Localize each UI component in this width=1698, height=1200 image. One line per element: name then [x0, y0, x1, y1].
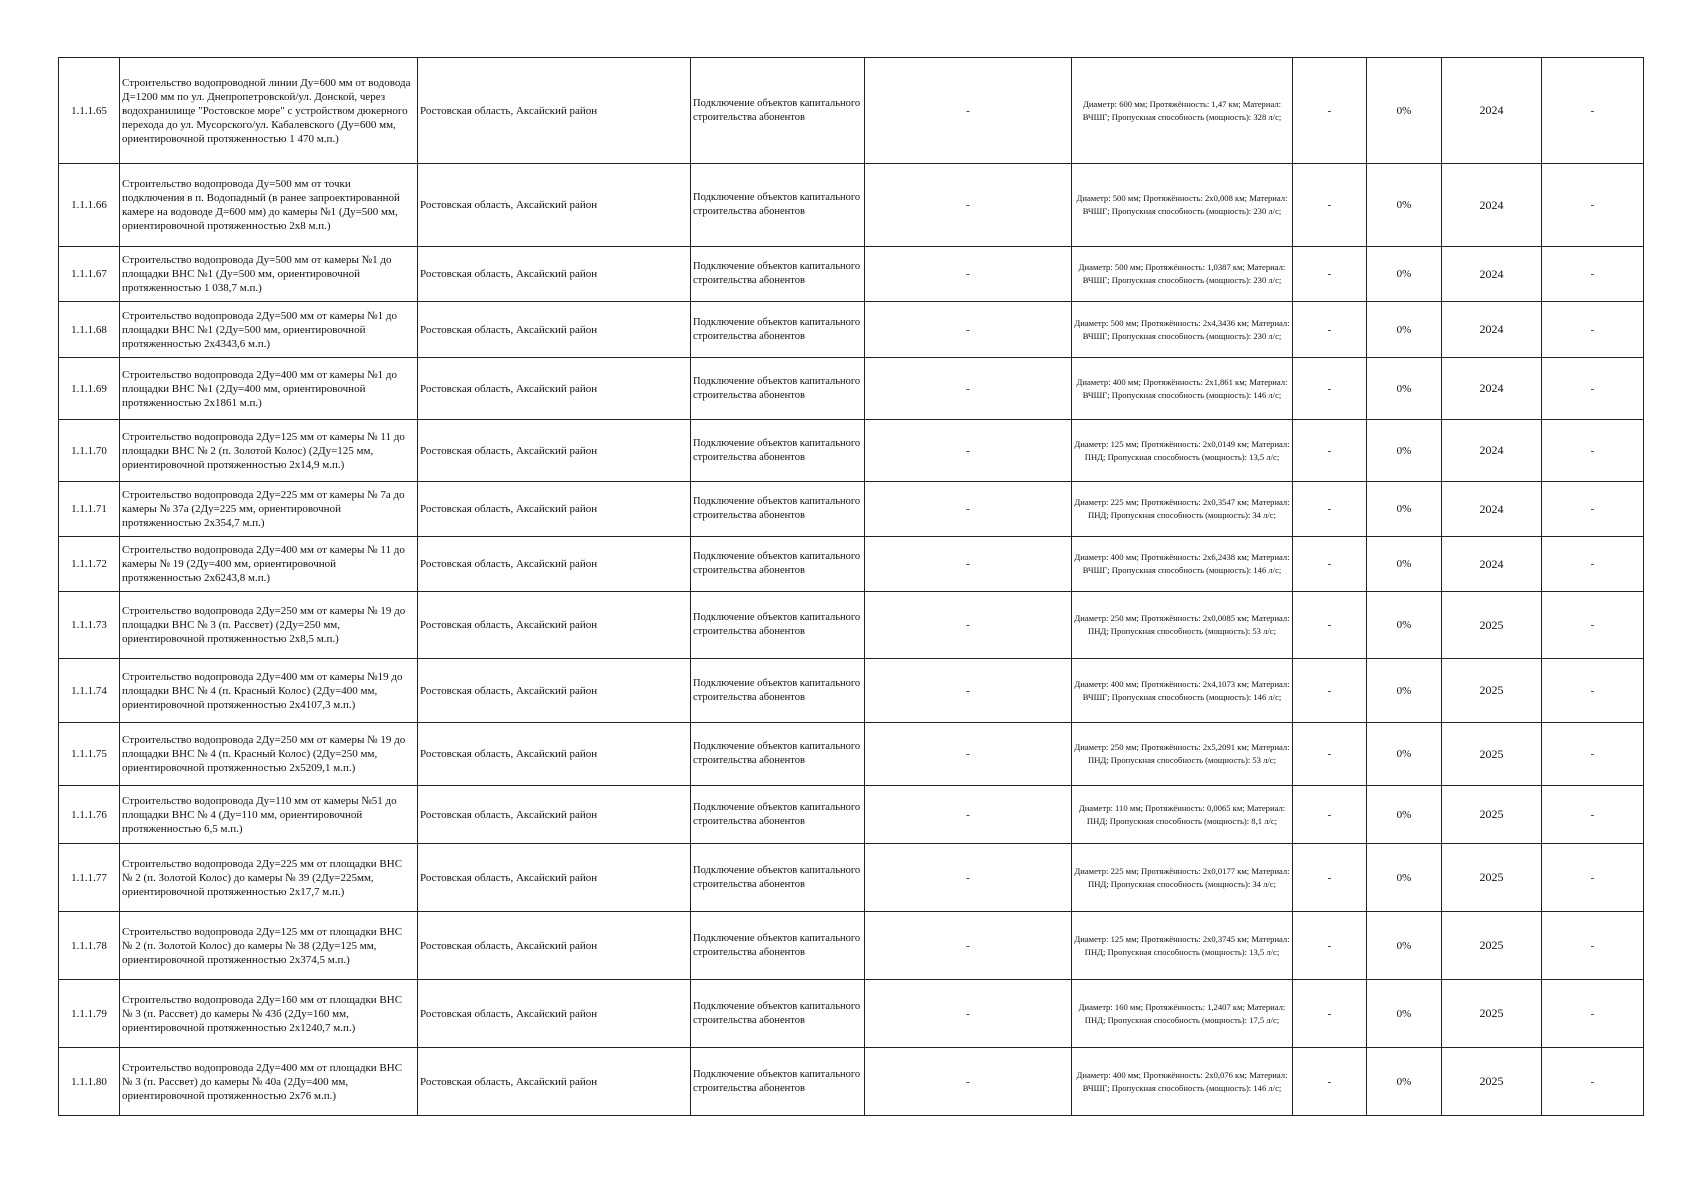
row-number-cell: 1.1.1.79 — [59, 980, 120, 1048]
table-row — [59, 592, 1644, 659]
project-name-cell: Строительство водопровода Ду=110 мм от камеры №51 до площадки ВНС № 4 (Ду=110 мм, ориентировочной протяженностью 6,5 м.п.) — [120, 786, 418, 844]
table-row — [59, 1048, 1644, 1116]
completion-percent-cell: 0% — [1367, 537, 1442, 592]
projects-table — [58, 57, 1644, 1116]
project-name-cell: Строительство водопровода 2Ду=250 мм от камеры № 19 до площадки ВНС № 3 (п. Рассвет) (2Ду=250 мм, ориентировочной протяженностью 2х8,5 м.п.) — [120, 592, 418, 659]
empty-cell-cell: - — [1293, 844, 1367, 912]
purpose-cell: Подключение объектов капитального строительства абонентов — [691, 659, 865, 723]
purpose-cell: Подключение объектов капитального строительства абонентов — [691, 1048, 865, 1116]
year-cell: 2025 — [1442, 1048, 1542, 1116]
project-name-cell: Строительство водопровода 2Ду=225 мм от площадки ВНС № 2 (п. Золотой Колос) до камеры № 39 (2Ду=225мм, ориентировочной протяженностью 2х17,7 м.п.) — [120, 844, 418, 912]
empty-cell-cell: - — [865, 302, 1072, 358]
year-cell: 2025 — [1442, 723, 1542, 786]
location-cell: Ростовская область, Аксайский район — [418, 980, 691, 1048]
year-cell: 2025 — [1442, 786, 1542, 844]
row-number-cell: 1.1.1.65 — [59, 58, 120, 164]
empty-cell-cell: - — [1542, 659, 1644, 723]
empty-cell-cell: - — [1293, 482, 1367, 537]
row-number-cell: 1.1.1.72 — [59, 537, 120, 592]
project-name-cell: Строительство водопровода 2Ду=400 мм от площадки ВНС № 3 (п. Рассвет) до камеры № 40а (2Ду=400 мм, ориентировочной протяженностью 2х76 м.п.) — [120, 1048, 418, 1116]
location-cell: Ростовская область, Аксайский район — [418, 302, 691, 358]
purpose-cell: Подключение объектов капитального строительства абонентов — [691, 58, 865, 164]
empty-cell-cell: - — [1293, 537, 1367, 592]
project-name-cell: Строительство водопроводной линии Ду=600 мм от водовода Д=1200 мм по ул. Днепропетровской/ул. Донской, через водохранилище "Ростовское море" с устройством дюкерного перехода до ул. Мусорского/ул. Кабалевского (Ду=600 мм, ориентировочной протяженностью 1 470 м.п.) — [120, 58, 418, 164]
location-cell: Ростовская область, Аксайский район — [418, 659, 691, 723]
empty-cell-cell: - — [865, 786, 1072, 844]
empty-cell-cell: - — [1293, 164, 1367, 247]
completion-percent-cell: 0% — [1367, 592, 1442, 659]
location-cell: Ростовская область, Аксайский район — [418, 58, 691, 164]
purpose-cell: Подключение объектов капитального строительства абонентов — [691, 786, 865, 844]
project-name-cell: Строительство водопровода 2Ду=125 мм от камеры № 11 до площадки ВНС № 2 (п. Золотой Колос) (2Ду=125 мм, ориентировочной протяженностью 2х14,9 м.п.) — [120, 420, 418, 482]
row-number-cell: 1.1.1.69 — [59, 358, 120, 420]
location-cell: Ростовская область, Аксайский район — [418, 844, 691, 912]
empty-cell-cell: - — [1542, 592, 1644, 659]
empty-cell-cell: - — [1542, 786, 1644, 844]
location-cell: Ростовская область, Аксайский район — [418, 164, 691, 247]
table-row — [59, 302, 1644, 358]
empty-cell-cell: - — [865, 358, 1072, 420]
technical-specs-cell: Диаметр: 125 мм; Протяжённость: 2х0,3745 км; Материал: ПНД; Пропускная способность (мощность): 13,5 л/с; — [1072, 912, 1293, 980]
technical-specs-cell: Диаметр: 110 мм; Протяжённость: 0,0065 км; Материал: ПНД; Пропускная способность (мощность): 8,1 л/с; — [1072, 786, 1293, 844]
technical-specs-cell: Диаметр: 400 мм; Протяжённость: 2х1,861 км; Материал: ВЧШГ; Пропускная способность (мощность): 146 л/с; — [1072, 358, 1293, 420]
technical-specs-cell: Диаметр: 225 мм; Протяжённость: 2х0,0177 км; Материал: ПНД; Пропускная способность (мощность): 34 л/с; — [1072, 844, 1293, 912]
empty-cell-cell: - — [1293, 247, 1367, 302]
completion-percent-cell: 0% — [1367, 980, 1442, 1048]
table-row — [59, 482, 1644, 537]
table-row — [59, 912, 1644, 980]
purpose-cell: Подключение объектов капитального строительства абонентов — [691, 592, 865, 659]
empty-cell-cell: - — [1542, 912, 1644, 980]
empty-cell-cell: - — [865, 247, 1072, 302]
empty-cell-cell: - — [865, 420, 1072, 482]
location-cell: Ростовская область, Аксайский район — [418, 592, 691, 659]
project-name-cell: Строительство водопровода 2Ду=400 мм от камеры № 11 до камеры № 19 (2Ду=400 мм, ориентировочной протяженностью 2х6243,8 м.п.) — [120, 537, 418, 592]
project-name-cell: Строительство водопровода Ду=500 мм от точки подключения в п. Водопадный (в ранее запроектированной камере на водоводе Д=600 мм) до камеры №1 (Ду=500 мм, ориентировочной протяженностью 2х8 м.п.) — [120, 164, 418, 247]
technical-specs-cell: Диаметр: 500 мм; Протяжённость: 2х0,008 км; Материал: ВЧШГ; Пропускная способность (мощность): 230 л/с; — [1072, 164, 1293, 247]
purpose-cell: Подключение объектов капитального строительства абонентов — [691, 912, 865, 980]
project-name-cell: Строительство водопровода 2Ду=400 мм от камеры №19 до площадки ВНС № 4 (п. Красный Колос) (2Ду=400 мм, ориентировочной протяженностью 2х4107,3 м.п.) — [120, 659, 418, 723]
completion-percent-cell: 0% — [1367, 786, 1442, 844]
empty-cell-cell: - — [1293, 786, 1367, 844]
completion-percent-cell: 0% — [1367, 420, 1442, 482]
empty-cell-cell: - — [1293, 302, 1367, 358]
empty-cell-cell: - — [1542, 844, 1644, 912]
table-row — [59, 786, 1644, 844]
empty-cell-cell: - — [865, 659, 1072, 723]
location-cell: Ростовская область, Аксайский район — [418, 723, 691, 786]
table-row — [59, 247, 1644, 302]
table-row — [59, 980, 1644, 1048]
empty-cell-cell: - — [865, 537, 1072, 592]
purpose-cell: Подключение объектов капитального строительства абонентов — [691, 844, 865, 912]
purpose-cell: Подключение объектов капитального строительства абонентов — [691, 980, 865, 1048]
empty-cell-cell: - — [1542, 1048, 1644, 1116]
year-cell: 2025 — [1442, 659, 1542, 723]
table-body — [59, 58, 1644, 1116]
row-number-cell: 1.1.1.76 — [59, 786, 120, 844]
table-row — [59, 844, 1644, 912]
empty-cell-cell: - — [1293, 1048, 1367, 1116]
row-number-cell: 1.1.1.67 — [59, 247, 120, 302]
completion-percent-cell: 0% — [1367, 482, 1442, 537]
project-name-cell: Строительство водопровода 2Ду=160 мм от площадки ВНС № 3 (п. Рассвет) до камеры № 43б (2Ду=160 мм, ориентировочной протяженностью 2х1240,7 м.п.) — [120, 980, 418, 1048]
empty-cell-cell: - — [865, 1048, 1072, 1116]
empty-cell-cell: - — [1293, 420, 1367, 482]
location-cell: Ростовская область, Аксайский район — [418, 482, 691, 537]
technical-specs-cell: Диаметр: 125 мм; Протяжённость: 2х0,0149 км; Материал: ПНД; Пропускная способность (мощность): 13,5 л/с; — [1072, 420, 1293, 482]
location-cell: Ростовская область, Аксайский район — [418, 247, 691, 302]
table-row — [59, 537, 1644, 592]
empty-cell-cell: - — [1293, 58, 1367, 164]
row-number-cell: 1.1.1.70 — [59, 420, 120, 482]
technical-specs-cell: Диаметр: 250 мм; Протяжённость: 2х0,0085 км; Материал: ПНД; Пропускная способность (мощность): 53 л/с; — [1072, 592, 1293, 659]
year-cell: 2024 — [1442, 164, 1542, 247]
table-row — [59, 659, 1644, 723]
purpose-cell: Подключение объектов капитального строительства абонентов — [691, 302, 865, 358]
empty-cell-cell: - — [1293, 980, 1367, 1048]
empty-cell-cell: - — [1542, 247, 1644, 302]
year-cell: 2024 — [1442, 537, 1542, 592]
completion-percent-cell: 0% — [1367, 912, 1442, 980]
empty-cell-cell: - — [1293, 723, 1367, 786]
empty-cell-cell: - — [1542, 302, 1644, 358]
row-number-cell: 1.1.1.77 — [59, 844, 120, 912]
technical-specs-cell: Диаметр: 225 мм; Протяжённость: 2х0,3547 км; Материал: ПНД; Пропускная способность (мощность): 34 л/с; — [1072, 482, 1293, 537]
year-cell: 2024 — [1442, 302, 1542, 358]
year-cell: 2024 — [1442, 420, 1542, 482]
location-cell: Ростовская область, Аксайский район — [418, 537, 691, 592]
row-number-cell: 1.1.1.74 — [59, 659, 120, 723]
project-name-cell: Строительство водопровода Ду=500 мм от камеры №1 до площадки ВНС №1 (Ду=500 мм, ориентировочной протяженностью 1 038,7 м.п.) — [120, 247, 418, 302]
table-row — [59, 358, 1644, 420]
technical-specs-cell: Диаметр: 400 мм; Протяжённость: 2х6,2438 км; Материал: ВЧШГ; Пропускная способность (мощность): 146 л/с; — [1072, 537, 1293, 592]
year-cell: 2025 — [1442, 844, 1542, 912]
row-number-cell: 1.1.1.68 — [59, 302, 120, 358]
purpose-cell: Подключение объектов капитального строительства абонентов — [691, 247, 865, 302]
empty-cell-cell: - — [1542, 420, 1644, 482]
empty-cell-cell: - — [1542, 164, 1644, 247]
row-number-cell: 1.1.1.73 — [59, 592, 120, 659]
year-cell: 2025 — [1442, 912, 1542, 980]
year-cell: 2024 — [1442, 58, 1542, 164]
completion-percent-cell: 0% — [1367, 164, 1442, 247]
project-name-cell: Строительство водопровода 2Ду=225 мм от камеры № 7а до камеры № 37а (2Ду=225 мм, ориентировочной протяженностью 2х354,7 м.п.) — [120, 482, 418, 537]
empty-cell-cell: - — [1293, 358, 1367, 420]
completion-percent-cell: 0% — [1367, 247, 1442, 302]
purpose-cell: Подключение объектов капитального строительства абонентов — [691, 537, 865, 592]
purpose-cell: Подключение объектов капитального строительства абонентов — [691, 482, 865, 537]
empty-cell-cell: - — [1542, 358, 1644, 420]
empty-cell-cell: - — [1542, 537, 1644, 592]
location-cell: Ростовская область, Аксайский район — [418, 1048, 691, 1116]
completion-percent-cell: 0% — [1367, 723, 1442, 786]
technical-specs-cell: Диаметр: 400 мм; Протяжённость: 2х0,076 км; Материал: ВЧШГ; Пропускная способность (мощность): 146 л/с; — [1072, 1048, 1293, 1116]
empty-cell-cell: - — [1293, 659, 1367, 723]
empty-cell-cell: - — [1542, 58, 1644, 164]
empty-cell-cell: - — [1542, 980, 1644, 1048]
table-row — [59, 723, 1644, 786]
row-number-cell: 1.1.1.80 — [59, 1048, 120, 1116]
project-name-cell: Строительство водопровода 2Ду=250 мм от камеры № 19 до площадки ВНС № 4 (п. Красный Колос) (2Ду=250 мм, ориентировочной протяженностью 2х5209,1 м.п.) — [120, 723, 418, 786]
row-number-cell: 1.1.1.75 — [59, 723, 120, 786]
empty-cell-cell: - — [865, 482, 1072, 537]
row-number-cell: 1.1.1.78 — [59, 912, 120, 980]
row-number-cell: 1.1.1.66 — [59, 164, 120, 247]
location-cell: Ростовская область, Аксайский район — [418, 358, 691, 420]
purpose-cell: Подключение объектов капитального строительства абонентов — [691, 164, 865, 247]
table-row — [59, 58, 1644, 164]
empty-cell-cell: - — [865, 980, 1072, 1048]
empty-cell-cell: - — [1293, 912, 1367, 980]
year-cell: 2025 — [1442, 980, 1542, 1048]
empty-cell-cell: - — [865, 912, 1072, 980]
project-name-cell: Строительство водопровода 2Ду=500 мм от камеры №1 до площадки ВНС №1 (2Ду=500 мм, ориентировочной протяженностью 2х4343,6 м.п.) — [120, 302, 418, 358]
completion-percent-cell: 0% — [1367, 659, 1442, 723]
location-cell: Ростовская область, Аксайский район — [418, 912, 691, 980]
technical-specs-cell: Диаметр: 500 мм; Протяжённость: 1,0387 км; Материал: ВЧШГ; Пропускная способность (мощность): 230 л/с; — [1072, 247, 1293, 302]
empty-cell-cell: - — [865, 844, 1072, 912]
empty-cell-cell: - — [865, 164, 1072, 247]
empty-cell-cell: - — [865, 723, 1072, 786]
empty-cell-cell: - — [865, 592, 1072, 659]
year-cell: 2024 — [1442, 482, 1542, 537]
year-cell: 2024 — [1442, 247, 1542, 302]
completion-percent-cell: 0% — [1367, 358, 1442, 420]
technical-specs-cell: Диаметр: 160 мм; Протяжённость: 1,2407 км; Материал: ПНД; Пропускная способность (мощность): 17,5 л/с; — [1072, 980, 1293, 1048]
document-page — [58, 57, 1643, 1116]
project-name-cell: Строительство водопровода 2Ду=400 мм от камеры №1 до площадки ВНС №1 (2Ду=400 мм, ориентировочной протяженностью 2х1861 м.п.) — [120, 358, 418, 420]
row-number-cell: 1.1.1.71 — [59, 482, 120, 537]
completion-percent-cell: 0% — [1367, 58, 1442, 164]
technical-specs-cell: Диаметр: 400 мм; Протяжённость: 2х4,1073 км; Материал: ВЧШГ; Пропускная способность (мощность): 146 л/с; — [1072, 659, 1293, 723]
empty-cell-cell: - — [865, 58, 1072, 164]
year-cell: 2024 — [1442, 358, 1542, 420]
year-cell: 2025 — [1442, 592, 1542, 659]
table-row — [59, 420, 1644, 482]
location-cell: Ростовская область, Аксайский район — [418, 420, 691, 482]
empty-cell-cell: - — [1293, 592, 1367, 659]
purpose-cell: Подключение объектов капитального строительства абонентов — [691, 358, 865, 420]
completion-percent-cell: 0% — [1367, 1048, 1442, 1116]
purpose-cell: Подключение объектов капитального строительства абонентов — [691, 723, 865, 786]
table-row — [59, 164, 1644, 247]
technical-specs-cell: Диаметр: 600 мм; Протяжённость: 1,47 км; Материал: ВЧШГ; Пропускная способность (мощность): 328 л/с; — [1072, 58, 1293, 164]
empty-cell-cell: - — [1542, 723, 1644, 786]
empty-cell-cell: - — [1542, 482, 1644, 537]
purpose-cell: Подключение объектов капитального строительства абонентов — [691, 420, 865, 482]
completion-percent-cell: 0% — [1367, 844, 1442, 912]
technical-specs-cell: Диаметр: 500 мм; Протяжённость: 2х4,3436 км; Материал: ВЧШГ; Пропускная способность (мощность): 230 л/с; — [1072, 302, 1293, 358]
project-name-cell: Строительство водопровода 2Ду=125 мм от площадки ВНС № 2 (п. Золотой Колос) до камеры № 38 (2Ду=125 мм, ориентировочной протяженностью 2х374,5 м.п.) — [120, 912, 418, 980]
location-cell: Ростовская область, Аксайский район — [418, 786, 691, 844]
completion-percent-cell: 0% — [1367, 302, 1442, 358]
technical-specs-cell: Диаметр: 250 мм; Протяжённость: 2х5,2091 км; Материал: ПНД; Пропускная способность (мощность): 53 л/с; — [1072, 723, 1293, 786]
